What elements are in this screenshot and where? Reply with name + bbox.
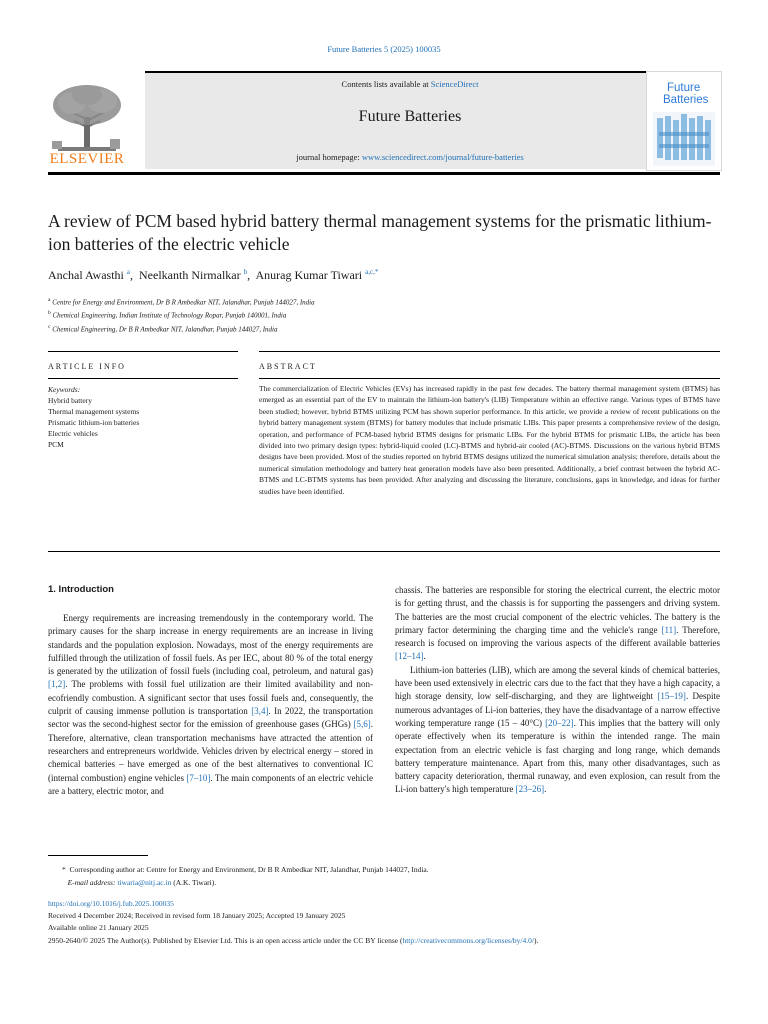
author-affiliation-mark[interactable]: a,c,*	[365, 268, 379, 276]
body-paragraph	[48, 612, 373, 798]
body-column-right	[395, 584, 720, 797]
article-info-rule	[48, 351, 238, 352]
citation-link[interactable]: [1,2]	[48, 679, 66, 690]
homepage-prefix: journal homepage:	[296, 152, 362, 162]
abstract-bottom-rule	[48, 551, 720, 552]
citation-link[interactable]: [5,6]	[353, 719, 371, 730]
keywords-block	[48, 384, 238, 450]
journal-title: Future Batteries	[358, 108, 462, 125]
affiliation-item	[48, 295, 315, 308]
body-paragraph	[395, 584, 720, 664]
text-run: . Despite numerous advantages of Li-ion batteries, they have the disadvantage of a narrow effective working temperature range (15 – 40°C)	[395, 691, 720, 728]
citation-link[interactable]: [15–19]	[657, 691, 686, 702]
cover-artwork	[653, 112, 715, 166]
header-rule	[48, 172, 720, 175]
section-heading-introduction: 1. Introduction	[48, 584, 114, 595]
article-info-heading: ARTICLE INFO	[48, 362, 126, 371]
cover-title-line-2: Batteries	[663, 94, 709, 106]
abstract-heading: ABSTRACT	[259, 362, 317, 371]
contents-prefix: Contents lists available at	[341, 79, 431, 89]
keyword-item: Hybrid battery	[48, 396, 92, 405]
author-affiliation-mark[interactable]: b	[243, 268, 248, 276]
keyword-item: PCM	[48, 440, 64, 449]
license-suffix: ).	[533, 935, 539, 945]
citation-link[interactable]: [7–10]	[186, 772, 211, 783]
received-dates: Received 4 December 2024; Received in revised form 18 January 2025; Accepted 19 January 2025	[48, 911, 346, 921]
doi-link[interactable]: https://doi.org/10.1016/j.fub.2025.100035	[48, 899, 174, 908]
contents-available-line	[145, 79, 675, 89]
affiliation-item	[48, 308, 315, 321]
license-line	[48, 935, 728, 947]
footnote-rule	[48, 855, 148, 856]
author-affiliation-mark[interactable]: a	[126, 268, 130, 276]
text-run: Energy requirements are increasing tremendously in the contemporary world. The primary causes for the sharp increase in energy requirements are an increase in living standards and the population explosion. Nowadays, most of the energy requirements are fulfilled through the utilization of fossil fuels. As per IEC, about 80 % of the total energy is generated by the utilization of fossil fuels (including coal, petroleum, and natural gas)	[48, 613, 373, 677]
email-note	[48, 877, 728, 890]
article-info-rule-lower	[48, 378, 238, 379]
journal-homepage-link[interactable]: www.sciencedirect.com/journal/future-batteries	[361, 152, 524, 162]
author-name[interactable]: Neelkanth Nirmalkar	[139, 268, 241, 282]
text-run: . The problems with fossil fuel utilization are their limited availability and non-ecofriendly combustion. A significant sector that uses fossil fuels and, consequently, the culprit of causing immense pollution is transportation	[48, 679, 373, 717]
masthead-top-rule	[145, 71, 675, 73]
available-online: Available online 21 January 2025	[48, 923, 149, 933]
body-column-left	[48, 612, 373, 798]
author-name[interactable]: Anchal Awasthi	[48, 268, 124, 282]
keyword-item: Electric vehicles	[48, 429, 98, 438]
text-run: . The main components of an electric vehicle are a battery, electric motor, and	[48, 772, 373, 796]
email-suffix: (A.K. Tiwari).	[171, 877, 217, 887]
affiliation-text: Chemical Engineering, Indian Institute of Technology Ropar, Punjab 140001, India	[52, 311, 287, 320]
license-link[interactable]: http://creativecommons.org/licenses/by/4.0/	[402, 935, 534, 945]
citation-link[interactable]: [20–22]	[545, 717, 574, 728]
keyword-item: Thermal management systems	[48, 407, 140, 416]
author-list: Anchal Awasthi $^a$, Neelkanth Nirmalkar $^b$, Anurag Kumar Tiwari $^{a,c,*}$	[48, 268, 379, 282]
affiliation-mark: c	[48, 323, 51, 330]
citation-link[interactable]: [11]	[661, 624, 677, 635]
email-link[interactable]: tiwaria@nitj.ac.in	[117, 877, 172, 887]
email-label: E-mail address:	[67, 877, 118, 887]
keywords-label: Keywords:	[48, 385, 81, 394]
text-run: chassis. The batteries are responsible for storing the electrical current, the electric motor is for getting thrust, and the chassis is for supporting the passengers and driving system. The batteries are the most crucial component of the electric vehicles. The battery is the primary factor determining the charging time and the vehicle's range	[395, 585, 720, 635]
abstract-rule	[259, 351, 720, 352]
elsevier-wordmark[interactable]: ELSEVIER	[49, 151, 125, 167]
sciencedirect-link[interactable]: ScienceDirect	[430, 79, 479, 89]
masthead	[48, 71, 720, 171]
affiliation-mark: a	[48, 297, 51, 303]
citation-link[interactable]: [3,4]	[251, 706, 269, 717]
abstract-text: The commercialization of Electric Vehicles (EVs) has increased rapidly in the past few decades. The battery thermal management system (BTMS) has emerged as an essential part of the EV to maintain the lithium-ion battery's (LIB) Temperature within an effective range. Various types of BTMS have been studied; however, hybrid BTMS utilizing PCM has shown superior performance. In this article, we provide a review of recent publications on the hybrid battery management system (BTMS) for battery modules that include prismatic LIBs. This paper presents a comprehensive review of the design, operation, and performance of PCM-based hybrid BTMS designs for prismatic LIBs. For the hybrid BTMS for prismatic LIBs, the article has been divided into two primary design types: hybrid-liquid cooled (LC)-BTMS and hybrid-air cooled (AC)-BTMS. Discussions on the various hybrid BTMS designs have been provided. Most of the studies reported on hybrid BTMS designs utilized the numerical simulation analysis; therefore, details about the numerical simulation methodology and battery heat generation models have also been presented. Additionally, a brief contrast between the hybrid AC-BTMS and LC-BTMS systems has been provided. After analyzing and discussing the literature, conclusions, gaps in knowledge, and ideas for further studies have been identified.	[259, 384, 720, 496]
article-title: A review of PCM based hybrid battery thermal management systems for the prismatic lithium-ion batteries of the electric vehicle	[48, 211, 712, 254]
affiliation-text: Chemical Engineering, Dr B R Ambedkar NIT, Jalandhar, Punjab 144027, India	[52, 324, 278, 333]
corresponding-author-note	[48, 864, 728, 877]
text-run: . Therefore, alternative, clean transportation mechanisms have attracted the attention of researchers and entrepreneurs worldwide. Vehicles driven by electrical energy – stored in chemical batteries – have emerged as one of the best alternatives to conventional IC (internal combustion) engine vehicles	[48, 719, 373, 783]
author-name[interactable]: Anurag Kumar Tiwari	[255, 268, 363, 282]
footnotes	[48, 864, 728, 889]
text-run: .	[544, 784, 547, 795]
affiliation-item	[48, 322, 315, 335]
text-run: Lithium-ion batteries (LIB), which are among the several kinds of chemical batteries, have been used extensively in electric cars due to the fact that they have a high capacity, a high storage density, low self-discharging, and they are lightweight	[395, 664, 720, 702]
journal-reference[interactable]: Future Batteries 5 (2025) 100035	[327, 44, 441, 54]
journal-homepage-line	[145, 152, 675, 162]
affiliation-text: Centre for Energy and Environment, Dr B R Ambedkar NIT, Jalandhar, Punjab 144027, India	[52, 298, 315, 307]
corresponding-mark: *	[62, 865, 66, 874]
citation-link[interactable]: [12–14]	[395, 651, 424, 662]
publication-info	[48, 898, 728, 947]
text-run: .	[423, 651, 426, 662]
keyword-item: Prismatic lithium-ion batteries	[48, 418, 140, 427]
body-paragraph	[395, 664, 720, 797]
corresponding-text: Corresponding author at: Centre for Energy and Environment, Dr B R Ambedkar NIT, Jalandhar, Punjab 144027, India.	[69, 865, 429, 874]
journal-cover-thumbnail[interactable]	[646, 71, 722, 171]
citation-link[interactable]: [23–26]	[515, 784, 545, 795]
text-run: . Therefore, research is focused on improving the various aspects of the different available batteries	[395, 624, 720, 649]
text-run: . In 2022, the transportation sector was the second-highest sector for the emission of greenhouse gases (GHGs)	[48, 706, 373, 730]
license-prefix: 2950-2640/© 2025 The Author(s). Published by Elsevier Ltd. This is an open access article under the CC BY license (	[48, 935, 403, 945]
abstract-rule-lower	[259, 378, 720, 379]
text-run: . This implies that the battery will only operate effectively when its temperature is within the intended range. The main expectation from an electric vehicle is fast charging and long range, which demands battery temperature maintenance. Apart from this, many other disadvantages, such as battery capacity deterioration, thermal runaway, and even explosion, can result from the Li-ion battery's high temperature	[395, 717, 720, 795]
affiliation-list	[48, 295, 315, 335]
cover-title-line-1: Future	[667, 82, 701, 94]
affiliation-mark: b	[48, 310, 51, 317]
